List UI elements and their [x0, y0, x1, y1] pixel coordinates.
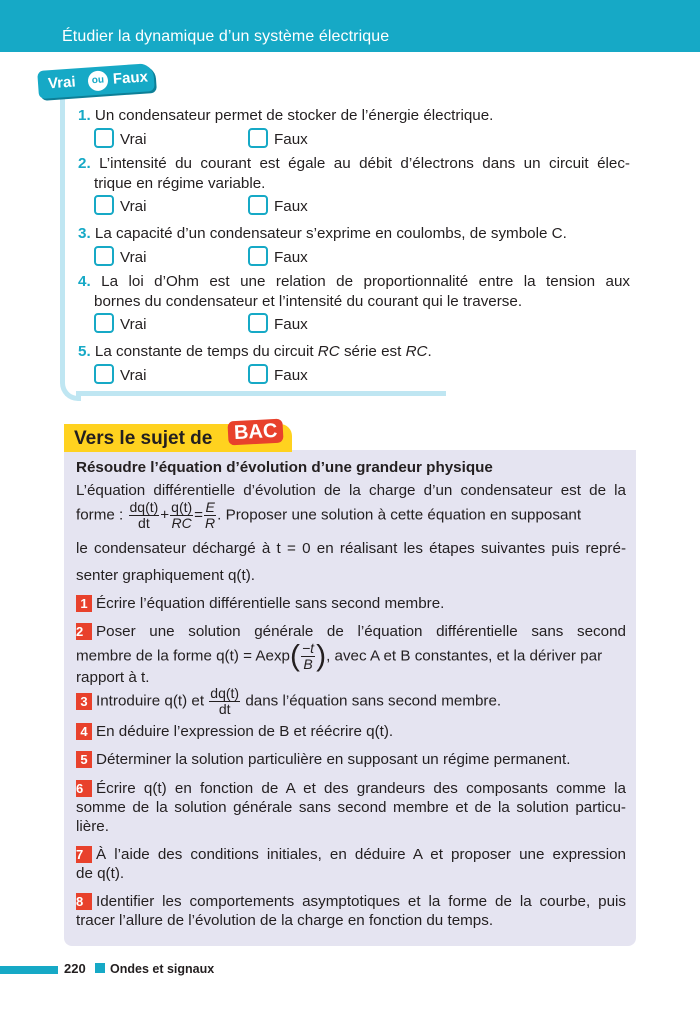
step-number: 2	[76, 623, 92, 640]
vrai-ou-faux-badge	[37, 63, 155, 99]
step-number: 3	[76, 693, 92, 710]
badge-faux: Faux	[112, 68, 149, 88]
bac-intro-line2: forme : $\frac{dq(t)}{dt}$ + $\frac{q(t)}{RC}$ = $\frac{E}{R}$ . Proposer une solution à cette équation en supposant	[76, 499, 582, 531]
checkbox[interactable]	[248, 364, 268, 384]
bac-intro-line4: senter graphiquement q(t).	[76, 567, 255, 584]
header-bar	[0, 0, 700, 52]
q1-vrai-option[interactable]: Vrai	[94, 128, 146, 150]
question-3: 3. La capacité d’un condensateur s’exprime en coulombs, de symbole C.	[78, 225, 567, 242]
q2-faux-option[interactable]: Faux	[248, 195, 308, 217]
q3-faux-option[interactable]: Faux	[248, 246, 308, 268]
bac-intro-line3: le condensateur déchargé à t = 0 en réalisant les étapes suivantes puis repré-	[76, 540, 626, 557]
step-7-line1: 7 À l’aide des conditions initiales, en déduire A et proposer une expression	[76, 846, 626, 863]
step-number: 1	[76, 595, 92, 612]
step-7-line2: de q(t).	[76, 865, 125, 882]
checkbox[interactable]	[248, 128, 268, 148]
badge-vrai: Vrai	[47, 73, 77, 93]
page-number: 220	[64, 961, 86, 976]
q3-vrai-option[interactable]: Vrai	[94, 246, 146, 268]
q4-vrai-option[interactable]: Vrai	[94, 313, 146, 335]
checkbox[interactable]	[94, 246, 114, 266]
step-number: 6	[76, 780, 92, 797]
bac-title: Vers le sujet de	[74, 428, 213, 449]
eq-fraction-3: $\frac{E}{R}$	[205, 499, 216, 531]
footer-square-icon	[95, 963, 105, 973]
step-8-line2: tracer l’allure de l’évolution de la charge en fonction du temps.	[76, 912, 494, 929]
footer-section: Ondes et signaux	[110, 962, 215, 976]
step-6-line3: lière.	[76, 818, 109, 835]
checkbox[interactable]	[94, 195, 114, 215]
bac-subtitle: Résoudre l’équation d’évolution d’une grandeur physique	[76, 459, 493, 476]
step-number: 4	[76, 723, 92, 740]
checkbox[interactable]	[248, 195, 268, 215]
step-3: 3 Introduire q(t) et $\frac{dq(t)}{dt}$ dans l’équation sans second membre.	[76, 686, 626, 717]
q5-vrai-option[interactable]: Vrai	[94, 364, 146, 386]
footer-bar	[0, 966, 58, 974]
q4-faux-option[interactable]: Faux	[248, 313, 308, 335]
dq-dt-fraction: $\frac{dq(t)}{dt}$	[210, 685, 240, 717]
q5-faux-option[interactable]: Faux	[248, 364, 308, 386]
step-number: 5	[76, 751, 92, 768]
step-2-line3: rapport à t.	[76, 669, 150, 686]
checkbox[interactable]	[94, 128, 114, 148]
bac-word-badge: BAC	[227, 419, 284, 446]
checkbox[interactable]	[248, 246, 268, 266]
step-6-line1: 6 Écrire q(t) en fonction de A et des grandeurs des composants comme la	[76, 780, 626, 797]
q2-vrai-option[interactable]: Vrai	[94, 195, 146, 217]
bac-intro-line1: L’équation différentielle d’évolution de la charge d’un condensateur est de la	[76, 482, 626, 499]
step-4: 4 En déduire l’expression de B et réécrire q(t).	[76, 722, 626, 742]
question-5: 5. La constante de temps du circuit RC série est RC.	[78, 343, 432, 360]
question-2: 2. L’intensité du courant est égale au débit d’électrons dans un circuit élec- trique en régime variable.	[78, 155, 630, 192]
badge-ou: ou	[87, 70, 108, 91]
checkbox[interactable]	[94, 313, 114, 333]
question-1: 1. Un condensateur permet de stocker de l’énergie électrique.	[78, 107, 494, 124]
eq-fraction-2: $\frac{q(t)}{RC}$	[171, 499, 193, 531]
exp-fraction: $\frac{-t}{B}$	[301, 640, 315, 672]
step-number: 7	[76, 846, 92, 863]
eq-fraction-1: $\frac{dq(t)}{dt}$	[129, 499, 159, 531]
step-5: 5 Déterminer la solution particulière en supposant un régime permanent.	[76, 750, 626, 770]
step-1: 1 Écrire l’équation différentielle sans second membre.	[76, 594, 626, 614]
question-4: 4. La loi d’Ohm est une relation de proportionnalité entre la tension aux bornes du condensateur et l’intensité du courant qui le traverse.	[78, 273, 630, 310]
checkbox[interactable]	[94, 364, 114, 384]
page-title: Étudier la dynamique d’un système électrique	[62, 28, 390, 45]
checkbox[interactable]	[248, 313, 268, 333]
step-6-line2: somme de la solution générale sans second membre et de la solution particu-	[76, 799, 626, 816]
step-2-line1: 2 Poser une solution générale de l’équation différentielle sans second	[76, 623, 626, 640]
vf-frame-bottom	[76, 391, 446, 396]
q1-faux-option[interactable]: Faux	[248, 128, 308, 150]
step-2-line2: membre de la forme q(t) = Aexp( $\frac{-t}{B}$ ), avec A et B constantes, et la dériver par	[76, 639, 603, 673]
step-8-line1: 8 Identifier les comportements asymptotiques et la forme de la courbe, puis	[76, 893, 626, 910]
step-number: 8	[76, 893, 92, 910]
